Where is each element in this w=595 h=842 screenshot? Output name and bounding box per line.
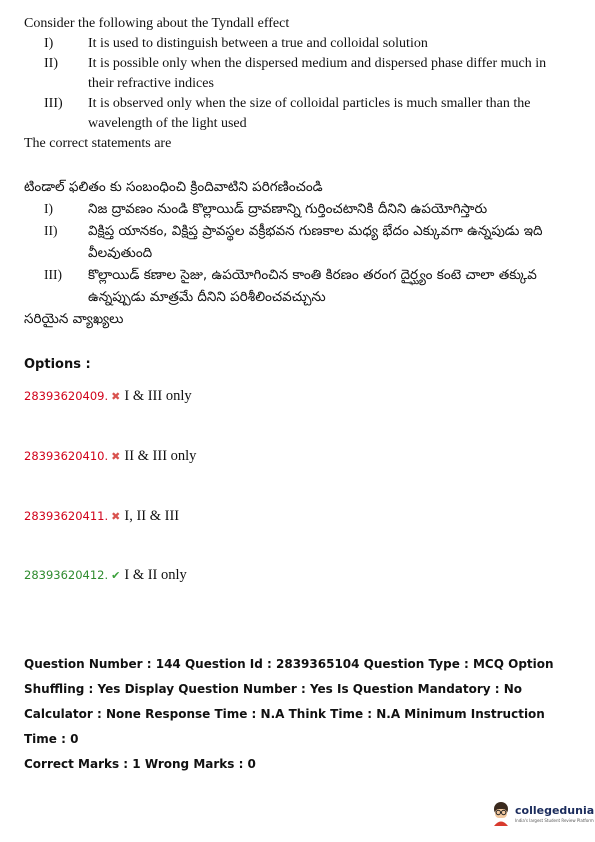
option-1[interactable] [24, 388, 192, 405]
option-text: I, II & III [124, 508, 180, 524]
option-2[interactable] [24, 448, 196, 465]
statement-number: II) [44, 223, 58, 238]
statement-3 [24, 264, 564, 308]
option-text: I & III only [124, 388, 192, 404]
check-icon: ✔ [111, 570, 121, 582]
statement-3 [24, 94, 564, 134]
question-stem: Consider the following about the Tyndall effect [24, 16, 290, 31]
statement-text: విక్షిప్త యానకం, విక్షిప్త ప్రావస్థల వక్రీభవన గుణకాల మధ్య భేదం ఎక్కువగా ఉన్నపుడు ఇది వీలవుతుంది [88, 223, 543, 261]
option-id: 28393620411. [24, 509, 109, 523]
statement-number: III) [44, 96, 63, 111]
question-stem: టిండాల్ ఫలితం కు సంబంధించి క్రిందివాటిని పరిగణించండి [24, 179, 323, 195]
option-text: I & II only [124, 567, 187, 583]
question-closing: సరియైన వ్యాఖ్యలు [24, 311, 124, 327]
statement-1 [24, 198, 564, 220]
statement-number: I) [44, 36, 54, 51]
brand-tagline: India's largest Student Review Platform [515, 817, 594, 823]
cross-icon: ✖ [111, 511, 121, 523]
mascot-icon [490, 800, 512, 826]
option-id: 28393620410. [24, 449, 109, 463]
statement-text: It is observed only when the size of colloidal particles is much smaller than the wavelength of the light used [88, 96, 531, 131]
metadata-details: Question Number : 144 Question Id : 2839365104 Question Type : MCQ Option Shuffling : Yes Display Question Number : Yes Is Question Mandatory : No Calculator : None Response Time : N.A Think Time : N.A Minimum Instruction Time : 0 [24, 657, 554, 746]
statement-2 [24, 54, 564, 94]
option-text: II & III only [124, 448, 197, 464]
statement-2 [24, 220, 564, 264]
statement-number: III) [44, 267, 62, 282]
cross-icon: ✖ [111, 391, 121, 403]
statement-text: It is possible only when the dispersed medium and dispersed phase differ much in their refractive indices [88, 56, 547, 91]
question-english [24, 14, 564, 154]
statement-number: I) [44, 201, 53, 216]
option-3[interactable] [24, 508, 179, 525]
question-closing: The correct statements are [24, 136, 172, 151]
options-label: Options : [24, 357, 91, 372]
option-4[interactable] [24, 567, 187, 584]
statement-text: నిజ ద్రావణం నుండి కొల్లాయిడ్ ద్రావణాన్ని గుర్తించటానికి దీనిని ఉపయోగిస్తారు [88, 201, 488, 217]
statement-text: It is used to distinguish between a true and colloidal solution [88, 36, 428, 51]
option-id: 28393620409. [24, 389, 109, 403]
question-telugu [24, 176, 564, 330]
marks-details: Correct Marks : 1 Wrong Marks : 0 [24, 757, 256, 771]
statement-text: కొల్లాయిడ్ కణాల సైజు, ఉపయోగించిన కాంతి కిరణం తరంగ దైర్ఘ్యం కంటె చాలా తక్కువ ఉన్నప్పుడు మాత్రమే దీనిని పరిశీలించవచ్చును [88, 267, 537, 305]
question-metadata [24, 652, 579, 777]
collegedunia-logo [490, 800, 594, 826]
statement-1 [24, 34, 564, 54]
cross-icon: ✖ [111, 451, 121, 463]
statement-number: II) [44, 56, 58, 71]
option-id: 28393620412. [24, 568, 109, 582]
brand-name: collegedunia [515, 803, 595, 817]
